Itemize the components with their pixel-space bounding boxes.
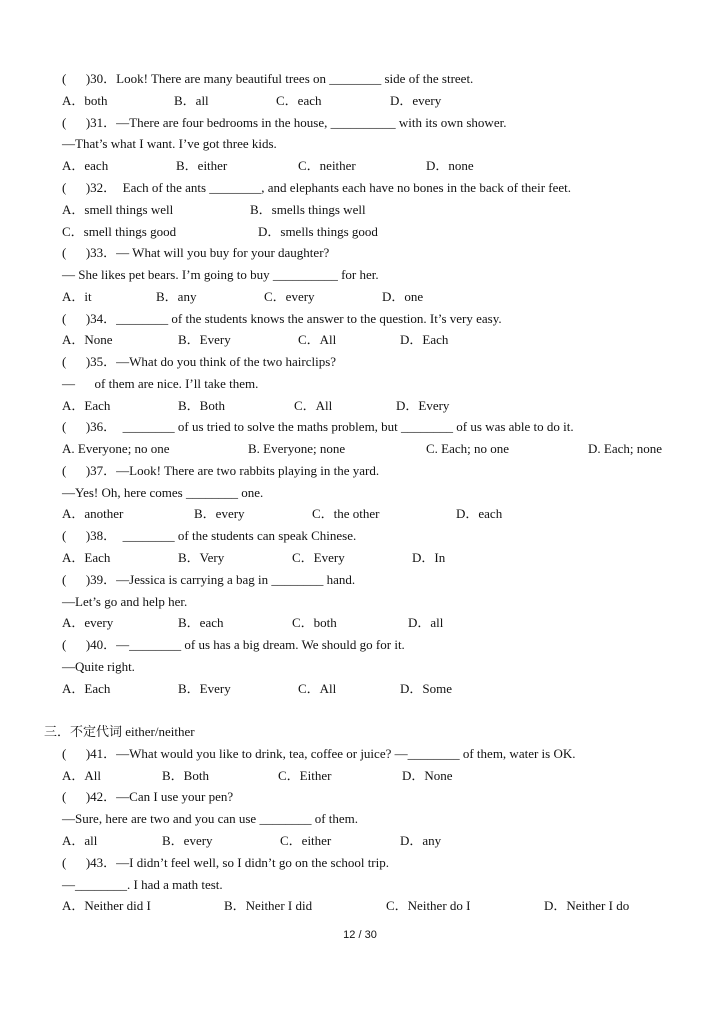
option-d: D．None [402,768,453,783]
option-a: A．Each [62,681,111,696]
question-37-stem: ( )37．—Look! There are two rabbits playing in the yard. [62,463,380,478]
question-33-options [62,289,424,305]
option-c: C．every [264,289,315,304]
option-d: D．any [400,833,442,848]
option-d: D．one [382,289,424,304]
question-31-options [62,158,474,174]
question-37-reply: —Yes! Oh, here comes ________ one. [62,485,264,500]
question-34-stem: ( )34．________ of the students knows the answer to the question. It’s very easy. [62,311,502,326]
option-b: B．Both [162,768,209,783]
question-32-options-cd [62,224,378,240]
option-c: C．All [294,398,333,413]
option-c: C. Each; no one [426,441,510,456]
option-d: D．all [408,615,444,630]
question-33-reply: — She likes pet bears. I’m going to buy __________ for her. [62,267,379,282]
option-a: A．Each [62,550,111,565]
question-36-stem: ( )36． ________ of us tried to solve the maths problem, but ________ of us was able to do it. [62,419,574,434]
question-31-reply: —That’s what I want. I’ve got three kids. [62,136,277,151]
option-a: A．None [62,332,113,347]
question-35-reply: — of them are nice. I’ll take them. [62,376,259,391]
option-a: A. Everyone; no one [62,441,170,456]
option-c: C．each [276,93,322,108]
question-40-stem: ( )40．—________ of us has a big dream. We should go for it. [62,637,405,652]
option-c: C．either [280,833,332,848]
option-b: B．Very [178,550,225,565]
question-42-stem: ( )42．—Can I use your pen? [62,789,234,804]
option-b: B．Every [178,681,231,696]
question-30-stem: ( )30．Look! There are many beautiful trees on ________ side of the street. [62,71,474,86]
section-heading: 三．不定代词 either/neither [44,724,195,739]
option-c: C．the other [312,506,380,521]
option-a: A．every [62,615,114,630]
option-d: D．Each [400,332,449,347]
option-a: A．Neither did I [62,898,151,913]
question-43-stem: ( )43．—I didn’t feel well, so I didn’t go on the school trip. [62,855,389,870]
question-40-reply: —Quite right. [62,659,135,674]
option-c: C．neither [298,158,356,173]
question-39-stem: ( )39．—Jessica is carrying a bag in ________ hand. [62,572,356,587]
option-b: B．every [162,833,213,848]
question-32-options-ab [62,202,366,218]
option-b: B．Neither I did [224,898,313,913]
question-37-options [62,506,503,522]
option-c: C．All [298,681,337,696]
option-b: B．each [178,615,224,630]
option-b: B．all [174,93,209,108]
question-40-options [62,681,453,697]
option-b: B. Everyone; none [248,441,346,456]
question-42-options [62,833,442,849]
option-c: C．Every [292,550,345,565]
option-c: C．Neither do I [386,898,471,913]
question-41-stem: ( )41．—What would you like to drink, tea, coffee or juice? —________ of them, water is OK. [62,746,576,761]
question-35-options [62,398,450,414]
option-a: A．both [62,93,108,108]
option-d: D．smells things good [258,224,378,239]
question-43-reply: —________. I had a math test. [62,877,223,892]
option-b: B．every [194,506,245,521]
option-d: D．each [456,506,503,521]
question-43-options [62,898,630,914]
option-a: A．it [62,289,92,304]
option-c: C．both [292,615,337,630]
question-41-options [62,768,453,784]
option-d: D．Neither I do [544,898,630,913]
option-c: C．smell things good [62,224,177,239]
option-a: A．all [62,833,98,848]
option-b: B．either [176,158,228,173]
question-30-options [62,93,442,109]
question-33-stem: ( )33．— What will you buy for your daughter? [62,245,330,260]
option-d: D．In [412,550,446,565]
question-35-stem: ( )35．—What do you think of the two hairclips? [62,354,337,369]
option-d: D．every [390,93,442,108]
option-c: C．Either [278,768,332,783]
question-31-stem: ( )31．—There are four bedrooms in the house, __________ with its own shower. [62,115,507,130]
question-39-reply: —Let’s go and help her. [62,594,188,609]
option-d: D．none [426,158,474,173]
question-36-options [62,441,663,457]
option-a: A．All [62,768,102,783]
option-d: D．Some [400,681,453,696]
question-38-stem: ( )38． ________ of the students can speak Chinese. [62,528,357,543]
option-c: C．All [298,332,337,347]
option-a: A．smell things well [62,202,174,217]
question-42-reply: —Sure, here are two and you can use ________ of them. [62,811,359,826]
option-b: B．Both [178,398,225,413]
option-a: A．each [62,158,109,173]
question-38-options [62,550,446,566]
option-d: D．Every [396,398,450,413]
option-d: D. Each; none [588,441,663,456]
page-number: 12 / 30 [343,929,377,941]
question-32-stem: ( )32． Each of the ants ________, and elephants each have no bones in the back of their feet. [62,180,571,195]
option-b: B．smells things well [250,202,366,217]
option-b: B．any [156,289,197,304]
question-34-options [62,332,449,348]
question-39-options [62,615,444,631]
option-b: B．Every [178,332,231,347]
option-a: A．Each [62,398,111,413]
option-a: A．another [62,506,124,521]
